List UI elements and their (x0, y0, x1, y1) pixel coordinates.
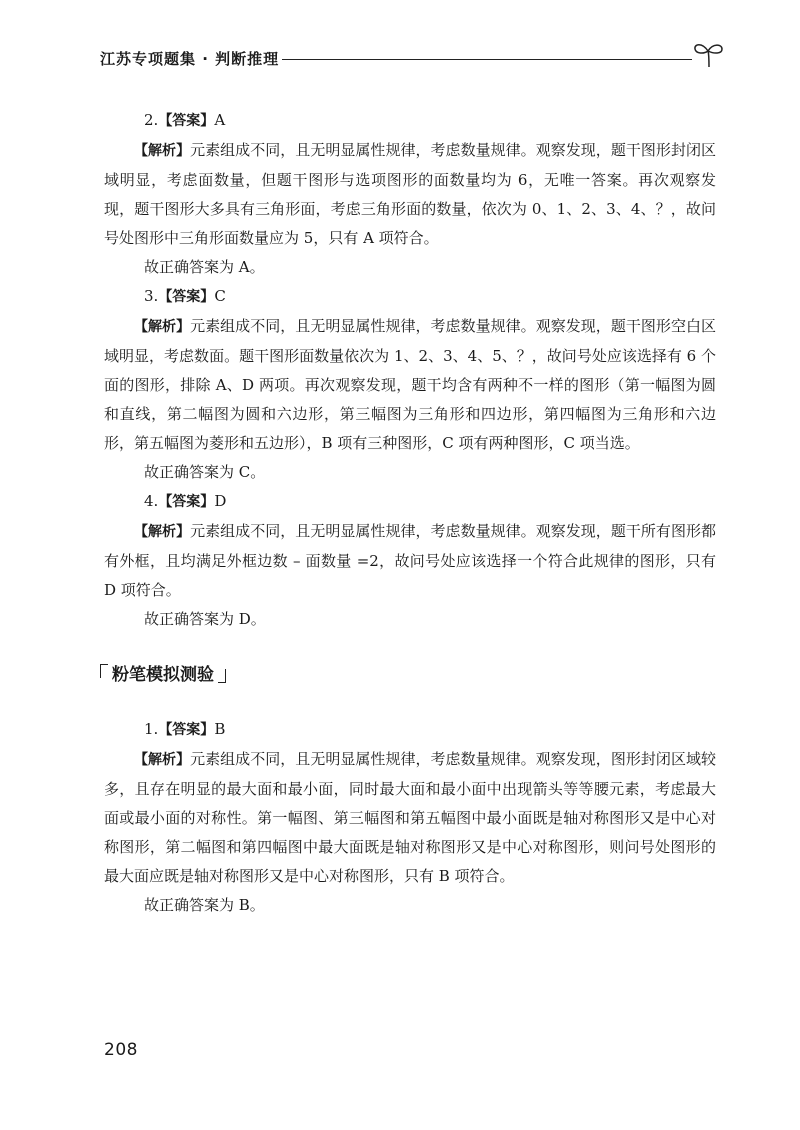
q3-answer: C (214, 287, 226, 305)
q4-answer-tag: 【答案】 (158, 494, 215, 510)
q3-analysis-text: 元素组成不同，且无明显属性规律，考虑数量规律。观察发现，题干图形空白区域明显，考虑数面。题干图形面数量依次为 1、2、3、4、5、？，故问号处应该选择有 6 个面的图形，排除 A、D 两项。再次观察发现，题干均含有两种不一样的图形（第一幅图为圆和直线，第二幅图为圆和六边形，第三幅图为三角形和四边形，第四幅图为三角形和六边形，第五幅图为菱形和五边形），B 项有三种图形，C 项有两种图形，C 项当选。 (104, 317, 716, 452)
q2-analysis-tag: 【解析】 (134, 143, 191, 159)
q3-answer-line (104, 282, 716, 312)
s1-analysis (104, 745, 716, 891)
q2-answer: A (214, 111, 226, 129)
s1-answer-line (104, 715, 716, 745)
s1-conclusion: 故正确答案为 B。 (144, 896, 265, 914)
q4-analysis-tag: 【解析】 (134, 524, 191, 540)
q3-answer-tag: 【答案】 (158, 289, 215, 305)
section-title: 粉笔模拟测验 (112, 665, 214, 685)
s1-analysis-tag: 【解析】 (134, 752, 191, 768)
corner-bracket-right (218, 669, 226, 683)
q2-analysis-text: 元素组成不同，且无明显属性规律，考虑数量规律。观察发现，题干图形封闭区域明显，考虑面数量，但题干图形与选项图形的面数量均为 6，无唯一答案。再次观察发现，题干图形大多具有三角形面，考虑三角形面的数量，依次为 0、1、2、3、4、？，故问号处图形中三角形面数量应为 5，只有 A 项符合。 (104, 141, 716, 247)
q3-number: 3. (144, 287, 159, 305)
s1-answer: B (214, 720, 226, 738)
corner-bracket-left (100, 664, 108, 678)
q4-analysis-text: 元素组成不同，且无明显属性规律，考虑数量规律。观察发现，题干所有图形都有外框，且均满足外框边数 – 面数量 =2，故问号处应该选择一个符合此规律的图形，只有 D 项符合。 (104, 522, 716, 599)
running-header (100, 46, 740, 74)
section-heading (100, 660, 716, 685)
sprout-icon (692, 40, 726, 68)
q2-analysis (104, 136, 716, 253)
q3-conclusion: 故正确答案为 C。 (144, 463, 266, 481)
q2-number: 2. (144, 111, 159, 129)
header-rule (282, 59, 692, 60)
q2-answer-tag: 【答案】 (158, 113, 215, 129)
s1-number: 1. (144, 720, 159, 738)
page-content (104, 106, 716, 920)
header-title: 江苏专项题集 · 判断推理 (100, 50, 280, 68)
q4-conclusion: 故正确答案为 D。 (144, 610, 266, 628)
q4-answer-line (104, 487, 716, 517)
page-number: 208 (104, 1040, 138, 1060)
q4-number: 4. (144, 492, 159, 510)
q3-analysis-tag: 【解析】 (134, 319, 191, 335)
q4-analysis (104, 517, 716, 605)
q3-analysis (104, 312, 716, 458)
q2-conclusion: 故正确答案为 A。 (144, 258, 265, 276)
q4-answer: D (214, 492, 227, 510)
s1-answer-tag: 【答案】 (158, 722, 215, 738)
q2-answer-line (104, 106, 716, 136)
s1-analysis-text: 元素组成不同，且无明显属性规律，考虑数量规律。观察发现，图形封闭区域较多，且存在明显的最大面和最小面，同时最大面和最小面中出现箭头等等腰元素，考虑最大面或最小面的对称性。第一幅图、第三幅图和第五幅图中最小面既是轴对称图形又是中心对称图形，第二幅图和第四幅图中最大面既是轴对称图形又是中心对称图形，则问号处图形的最大面应既是轴对称图形又是中心对称图形，只有 B 项符合。 (104, 750, 716, 885)
